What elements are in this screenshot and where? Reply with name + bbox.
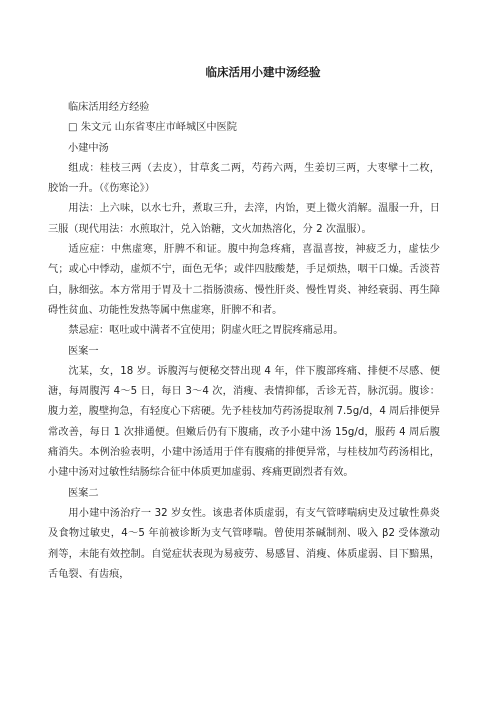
indications-paragraph: 适应症：中焦虚寒，肝脾不和证。腹中拘急疼痛，喜温喜按，神疲乏力，虚怯少气；或心中悸动，虚烦不宁，面色无华；或伴四肢酸楚，手足烦热，咽干口燥。舌淡苔白，脉细弦。本方常用于胃及十二指肠溃疡、慢性肝炎、慢性胃炎、神经衰弱、再生障碍性贫血、功能性发热等属中焦虚寒，肝脾不和者。 xyxy=(48,244,440,316)
subtitle-line: 临床活用经方经验 xyxy=(68,102,150,113)
author-line: □ 朱文元 山东省枣庄市峄城区中医院 xyxy=(68,122,237,134)
case1-heading: 医案一 xyxy=(68,345,99,357)
formula-name: 小建中汤 xyxy=(68,142,109,154)
case2-paragraph: 用小建中汤治疗一 32 岁女性。该患者体质虚弱，有支气管哮喘病史及过敏性鼻炎及食物过敏史，4～5 年前被诊断为支气管哮喘。曾使用茶碱制剂、吸入 β2 受体激动剂等，未能有效控制。自觉症状表现为易疲劳、易感冒、消瘦、体质虚弱、目下黯黑，舌龟裂、有齿痕， xyxy=(48,507,440,580)
case2-heading: 医案二 xyxy=(68,487,99,499)
case1-paragraph: 沈某，女，18 岁。诉腹泻与便秘交替出现 4 年，伴下腹部疼痛、排便不尽感、便溏，每周腹泻 4～5 日，每日 3～4 次，消瘦、表情抑郁，舌诊无苔，脉沉弱。腹诊：腹力差，腹壁拘急，有轻度心下痞硬。先予桂枝加芍药汤提取剂 7.5g/d，4 周后排便异常改善，每日 1 次排通便。但嫩后仍有下腹痛，改予小建中汤 15g/d，服药 4 周后腹痛消失。本例治验表明，小建中汤适用于伴有腹痛的排便异常，与桂枝加芍药汤相比，小建中汤对过敏性结肠综合征中体质更加虚弱、疼痛更剧烈者有效。 xyxy=(48,365,440,479)
contraindications-paragraph: 禁忌症：呕吐或中满者不宜使用；阴虚火旺之胃脘疼痛忌用。 xyxy=(68,325,344,337)
document-title: 临床活用小建中汤经验 xyxy=(205,65,321,79)
usage-paragraph: 用法：上六味，以水七升，煮取三升，去滓，内饴，更上微火消解。温服一升，日三服（现代用法：水煎取汁，兑入饴糖，文火加热溶化，分 2 次温服）。 xyxy=(48,203,440,235)
composition-paragraph: 组成：桂枝三两（去皮），甘草炙二两，芍药六两，生姜切三两，大枣擘十二枚，胶饴一升。（《伤寒论》） xyxy=(48,162,440,195)
